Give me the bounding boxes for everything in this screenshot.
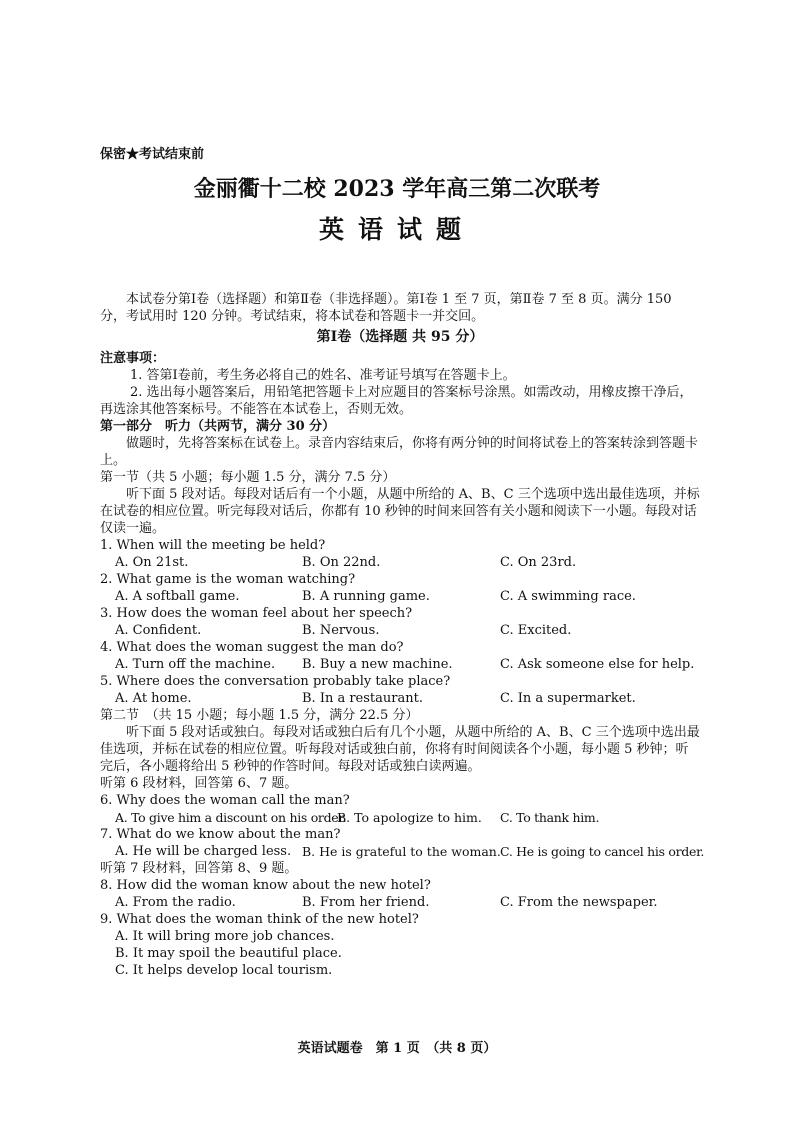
options-row [100,588,700,605]
option-b: B. To apologize to him. [337,810,482,825]
part1-instruction: 做题时，先将答案标在试卷上。录音内容结束后，你将有两分钟的时间将试卷上的答案转涂到答题卡上。 [100,436,699,468]
page-footer: 英语试题卷 第 1 页 （共 8 页） [297,1041,497,1056]
options-row [100,809,700,826]
option-c: C. Ask someone else for help. [500,657,695,672]
option-b: B. Nervous. [302,623,380,638]
section2-title: 第二节 （共 15 小题；每小题 1.5 分，满分 22.5 分） [100,708,419,723]
material-note: 听第 6 段材料，回答第 6、7 题。 [100,776,298,791]
notice-title: 注意事项： [100,351,166,366]
option-a: A. On 21st. [115,555,189,570]
question: 6. Why does the woman call the man? [100,793,350,808]
notice-item: 2. 选出每小题答案后，用铅笔把答题卡上对应题目的答案标号涂黑。如需改动，用橡皮擦干净后，再选涂其他答案标号。不能答在本试卷上，否则无效。 [100,385,693,417]
question: 2. What game is the woman watching? [100,572,356,587]
option-a: A. It will bring more job chances. [115,929,335,944]
option-a: A. To give him a discount on his order. [115,810,347,825]
options-row [100,656,700,673]
question: 9. What does the woman think of the new hotel? [100,912,419,927]
option-b: B. He is grateful to the woman. [302,844,501,859]
option-a: A. Confident. [115,623,202,638]
exam-title: 金丽衢十二校 2023 学年高三第二次联考 [193,176,601,202]
intro-paragraph: 本试卷分第Ⅰ卷（选择题）和第Ⅱ卷（非选择题）。第Ⅰ卷 1 至 7 页，第Ⅱ卷 7 至 8 页。满分 150 分，考试用时 120 分钟。考试结束，将本试卷和答题卡一并交回。 [100,292,672,324]
option-c: C. It helps develop local tourism. [115,963,333,978]
question: 7. What do we know about the man? [100,827,341,842]
option-b: B. On 22nd. [302,555,381,570]
question: 5. Where does the conversation probably take place? [100,674,451,689]
options-row [100,554,700,571]
option-b: B. A running game. [302,589,430,604]
section1-title: 第一节（共 5 小题；每小题 1.5 分，满分 7.5 分） [100,470,396,485]
option-b: B. It may spoil the beautiful place. [115,946,342,961]
options-row [100,622,700,639]
option-c: C. In a supermarket. [500,691,636,706]
exam-content [100,291,705,979]
section2-instruction: 听下面 5 段对话或独白。每段对话或独白后有几个小题，从题中所给的 A、B、C 三个选项中选出最佳选项，并标在试卷的相应位置。听每段对话或独白前，你将有时间阅读各个小题，每小题 5 秒钟；听完后，各小题将给出 5 秒钟的作答时间。每段对话或独白读两遍。 [100,725,700,774]
options-row [100,690,700,707]
question: 8. How did the woman know about the new hotel? [100,878,431,893]
option-c: C. Excited. [500,623,572,638]
option-a: A. From the radio. [115,895,236,910]
section1-instruction: 听下面 5 段对话。每段对话后有一个小题，从题中所给的 A、B、C 三个选项中选出最佳选项，并标在试卷的相应位置。听完每段对话后，你都有 10 秒钟的时间来回答有关小题和阅读下一小题。每段对话仅读一遍。 [100,487,700,536]
option-c: C. On 23rd. [500,555,577,570]
question: 1. When will the meeting be held? [100,538,326,553]
question: 3. How does the woman feel about her speech? [100,606,413,621]
subject-title: 英语试题 [318,215,475,244]
option-a: A. He will be charged less. [115,844,292,859]
option-b: B. Buy a new machine. [302,657,453,672]
notice-item: 1. 答第Ⅰ卷前，考生务必将自己的姓名、准考证号填写在答题卡上。 [130,368,516,383]
option-c: C. To thank him. [500,810,600,825]
material-note: 听第 7 段材料，回答第 8、9 题。 [100,861,298,876]
option-c: C. A swimming race. [500,589,636,604]
volume1-title: 第Ⅰ卷（选择题 共 95 分） [316,329,484,345]
option-b: B. In a restaurant. [302,691,423,706]
option-b: B. From her friend. [302,895,430,910]
options-row [100,843,705,860]
part1-title: 第一部分 听力（共两节，满分 30 分） [100,419,336,434]
option-a: A. A softball game. [115,589,240,604]
question: 4. What does the woman suggest the man do? [100,640,404,655]
confidential-label: 保密★考试结束前 [100,147,205,162]
option-a: A. Turn off the machine. [115,657,276,672]
options-row [100,894,700,911]
option-c: C. He is going to cancel his order. [500,844,705,859]
option-c: C. From the newspaper. [500,895,658,910]
option-a: A. At home. [115,691,192,706]
